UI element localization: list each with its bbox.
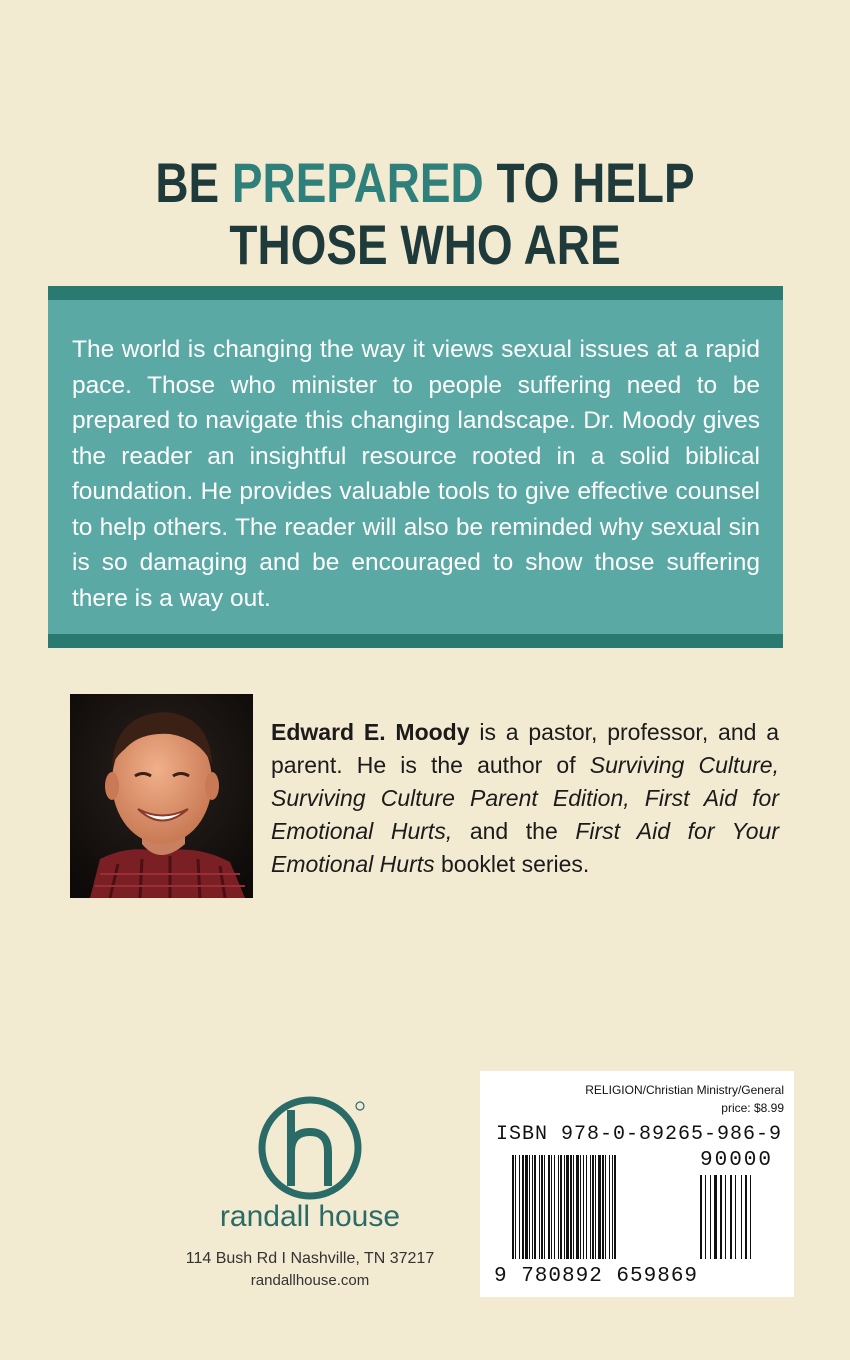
barcode-supplement-bar	[700, 1175, 702, 1259]
headline-line-1: BE PREPARED TO HELP	[155, 151, 695, 214]
barcode-bar	[539, 1155, 540, 1259]
barcode-supplement-bar	[720, 1175, 722, 1259]
barcode-bar	[612, 1155, 613, 1259]
price-label: price: $8.99	[721, 1101, 784, 1115]
barcode-bar	[566, 1155, 569, 1259]
barcode-bar	[512, 1155, 514, 1259]
barcode-supplement-bar	[710, 1175, 711, 1259]
barcode-bars	[480, 1071, 794, 1297]
barcode-bar	[554, 1155, 555, 1259]
barcode-supplement-bar	[735, 1175, 736, 1259]
barcode-bar	[590, 1155, 591, 1259]
barcode-bar	[592, 1155, 594, 1259]
headline-highlight-prepared: PREPARED	[231, 151, 484, 214]
barcode-supplement-bar	[725, 1175, 726, 1259]
barcode-bar	[534, 1155, 536, 1259]
barcode-supplement-bar	[741, 1175, 742, 1259]
description-text: The world is changing the way it views sexual issues at a rapid pace. Those who minister to people suffering need to be prepared to navigate this changing landscape. Dr. Moody gives the reader an insightful resource rooted in a solid biblical foundation. He provides valuable tools to give effective counsel to help others. The reader will also be reminded why sexual sin is so damaging and be encouraged to show those suffering there is a way out.	[72, 336, 760, 612]
publisher-name: randall house	[219, 1200, 401, 1233]
barcode-bar	[560, 1155, 562, 1259]
barcode-bar	[614, 1155, 616, 1259]
headline-line-2: THOSE WHO ARE	[77, 214, 774, 338]
bisac-category: RELIGION/Christian Ministry/General	[585, 1083, 784, 1097]
barcode-bar	[573, 1155, 574, 1259]
barcode-bar	[551, 1155, 552, 1259]
author-photo-image	[70, 694, 253, 898]
barcode-bar	[515, 1155, 516, 1259]
booklet-title: First Aid for Your Emotional Hurts	[271, 818, 779, 877]
barcode-bar	[548, 1155, 550, 1259]
barcode-bar	[602, 1155, 604, 1259]
isbn-label: ISBN 978-0-89265-986-9	[496, 1123, 783, 1146]
barcode-bar	[583, 1155, 584, 1259]
barcode-supplement-number: 90000	[700, 1149, 774, 1172]
barcode-bar	[532, 1155, 533, 1259]
barcode-bar	[586, 1155, 587, 1259]
barcode-bar	[544, 1155, 545, 1259]
publisher-logo-icon	[256, 1092, 366, 1202]
barcode-bar	[570, 1155, 572, 1259]
barcode-bar	[558, 1155, 559, 1259]
barcode-bar	[519, 1155, 520, 1259]
randall-house-logo	[256, 1092, 366, 1202]
publisher-website: randallhouse.com	[250, 1272, 370, 1289]
barcode-bar	[609, 1155, 610, 1259]
barcode-bar	[529, 1155, 530, 1259]
publisher-address: 114 Bush Rd I Nashville, TN 37217	[185, 1250, 435, 1267]
barcode-panel	[480, 1071, 794, 1297]
barcode-bar	[525, 1155, 528, 1259]
author-bio: Edward E. Moody is a pastor, professor, and a parent. He is the author of Surviving Culture, Surviving Culture Parent Edition, First Aid for Emotional Hurts, and the First Aid for Your Emotional Hurts booklet series.	[271, 719, 779, 877]
barcode-supplement-bar	[745, 1175, 747, 1259]
barcode-bar	[595, 1155, 596, 1259]
barcode-bar	[564, 1155, 565, 1259]
barcode-number: 9 780892 659869	[494, 1265, 699, 1288]
barcode-supplement-bar	[705, 1175, 706, 1259]
author-name: Edward E. Moody	[271, 719, 470, 745]
book-titles: Surviving Culture, Surviving Culture Parent Edition, First Aid for Emotional Hurts,	[271, 752, 779, 844]
barcode-supplement-bar	[730, 1175, 732, 1259]
barcode-supplement-bar	[714, 1175, 717, 1259]
barcode-bar	[605, 1155, 606, 1259]
barcode-bar	[598, 1155, 601, 1259]
barcode-bar	[541, 1155, 543, 1259]
description-box	[48, 286, 783, 648]
barcode-supplement-bar	[750, 1175, 751, 1259]
barcode-bar	[576, 1155, 579, 1259]
author-photo	[70, 694, 253, 898]
barcode-bar	[522, 1155, 524, 1259]
barcode-bar	[580, 1155, 581, 1259]
